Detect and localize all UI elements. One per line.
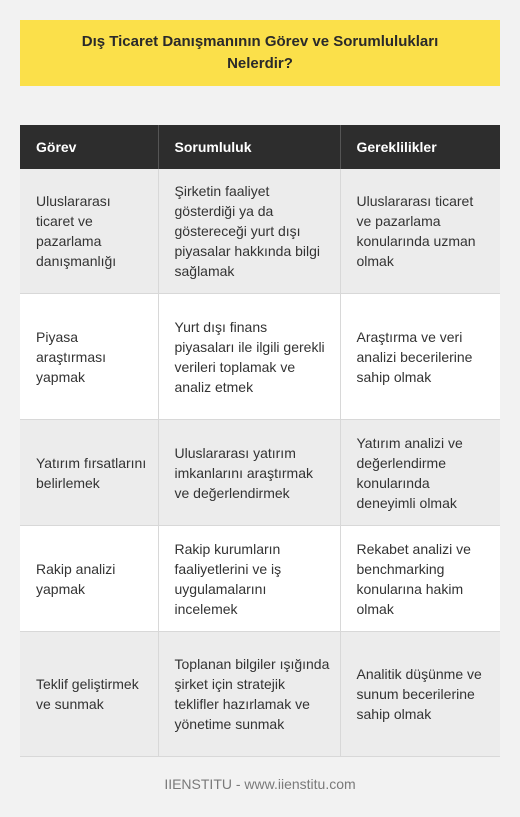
cell-gorev: Uluslararası ticaret ve pazarlama danışmanlığı [20, 169, 158, 294]
table-row [20, 526, 500, 632]
page-title: Dış Ticaret Danışmanının Görev ve Sorumlulukları Nelerdir? [81, 33, 439, 72]
table-row [20, 169, 500, 294]
column-header-gorev: Görev [20, 125, 158, 169]
cell-sorumluluk: Toplanan bilgiler ışığında şirket için stratejik teklifler hazırlamak ve yönetime sunmak [158, 632, 340, 757]
table-header-row [20, 125, 500, 169]
title-banner [20, 20, 500, 86]
cell-gereklilikler: Analitik düşünme ve sunum becerilerine sahip olmak [340, 632, 500, 757]
cell-sorumluluk: Rakip kurumların faaliyetlerini ve iş uygulamalarını incelemek [158, 526, 340, 632]
cell-gorev: Yatırım fırsatlarını belirlemek [20, 420, 158, 526]
cell-sorumluluk: Yurt dışı finans piyasaları ile ilgili gerekli verileri toplamak ve analiz etmek [158, 294, 340, 420]
cell-gorev: Piyasa araştırması yapmak [20, 294, 158, 420]
table-row [20, 420, 500, 526]
table-row [20, 632, 500, 757]
column-header-sorumluluk: Sorumluluk [158, 125, 340, 169]
cell-gereklilikler: Uluslararası ticaret ve pazarlama konularında uzman olmak [340, 169, 500, 294]
cell-gereklilikler: Araştırma ve veri analizi becerilerine sahip olmak [340, 294, 500, 420]
column-header-gereklilikler: Gereklilikler [340, 125, 500, 169]
duties-table [20, 125, 500, 757]
cell-sorumluluk: Uluslararası yatırım imkanlarını araştırmak ve değerlendirmek [158, 420, 340, 526]
cell-sorumluluk: Şirketin faaliyet gösterdiği ya da göstereceği yurt dışı piyasalar hakkında bilgi sağlamak [158, 169, 340, 294]
cell-gereklilikler: Yatırım analizi ve değerlendirme konularında deneyimli olmak [340, 420, 500, 526]
table-row [20, 294, 500, 420]
footer-credit: IIENSTITU - www.iienstitu.com [164, 776, 356, 792]
cell-gereklilikler: Rekabet analizi ve benchmarking konularına hakim olmak [340, 526, 500, 632]
cell-gorev: Teklif geliştirmek ve sunmak [20, 632, 158, 757]
cell-gorev: Rakip analizi yapmak [20, 526, 158, 632]
